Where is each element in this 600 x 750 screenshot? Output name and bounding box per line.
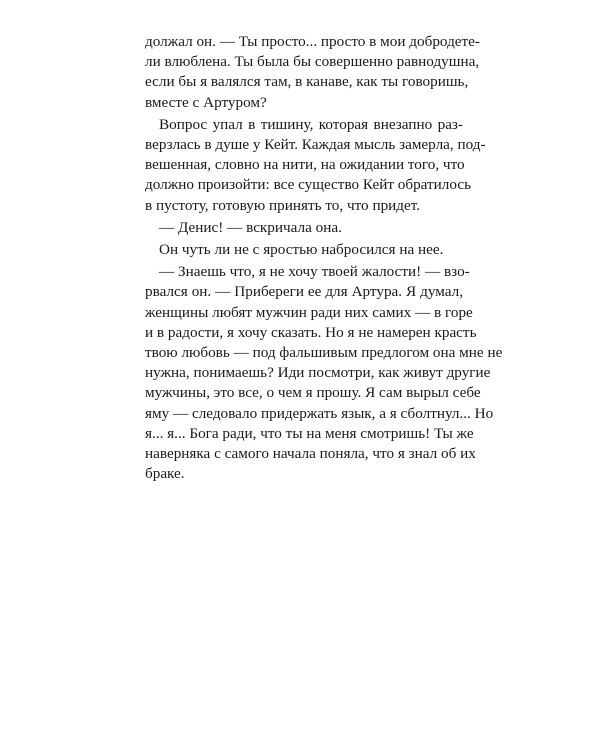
text-line: рвался он. — Прибереги ее для Артура. Я думал, [145, 283, 463, 301]
text-line: если бы я валялся там, в канаве, как ты говоришь, [145, 73, 469, 91]
text-line: женщины любят мужчин ради них самих — в горе [145, 303, 473, 321]
paragraph-4 [145, 240, 463, 260]
paragraph-3 [145, 218, 463, 238]
text-line: наверняка с самого начала поняла, что я знал об их [145, 445, 476, 463]
text-line: должно произойти: все существо Кейт обратилось [145, 176, 471, 194]
text-line: вешенная, словно на нити, на ожидании того, что [145, 156, 465, 174]
text-line: ли влюблена. Ты была бы совершенно равнодушна, [145, 53, 480, 71]
text-line: яму — следовало придержать язык, а я сболтнул... Но [145, 404, 494, 422]
text-line: нужна, понимаешь? Иди посмотри, как живут другие [145, 364, 491, 382]
body-text [145, 32, 503, 484]
text-line: Вопрос упал в тишину, которая внезапно раз- [159, 115, 463, 133]
paragraph-1 [145, 32, 480, 113]
paragraph-5 [145, 262, 503, 484]
paragraph-2 [145, 115, 486, 216]
text-line: и в радости, я хочу сказать. Но я не намерен красть [145, 323, 477, 341]
text-line: мужчины, это все, о чем я прошу. Я сам вырыл себе [145, 384, 481, 402]
text-line: я... я... Бога ради, что ты на меня смотришь! Ты же [145, 424, 474, 442]
text-line: верзлась в душе у Кейт. Каждая мысль замерла, под- [145, 136, 486, 154]
text-line: — Денис! — вскричала она. [159, 218, 342, 236]
text-line: должал он. — Ты просто... просто в мои добродете- [145, 33, 480, 50]
text-line: Он чуть ли не с яростью набросился на нее. [159, 241, 444, 259]
text-line: твою любовь — под фальшивым предлогом она мне не [145, 344, 503, 362]
text-line: вместе с Артуром? [145, 93, 267, 111]
text-line: в пустоту, готовую принять то, что придет. [145, 196, 421, 214]
text-line: — Знаешь что, я не хочу твоей жалости! — взо- [159, 263, 470, 281]
text-line: браке. [145, 465, 185, 483]
